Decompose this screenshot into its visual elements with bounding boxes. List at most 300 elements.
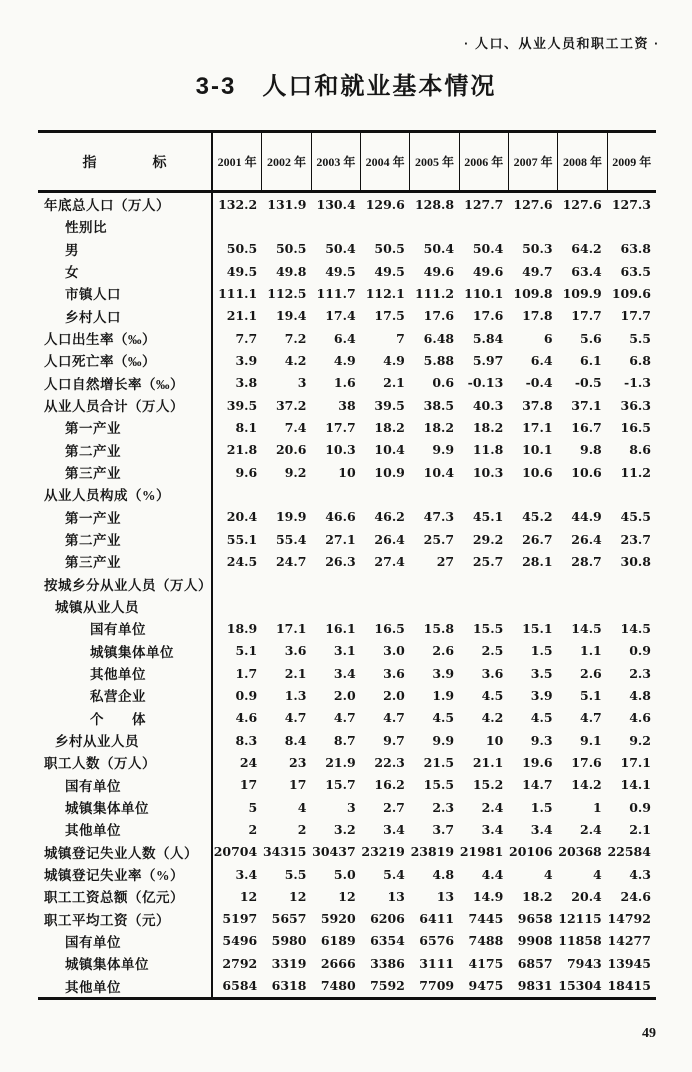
table-row <box>38 550 656 572</box>
cell-value: 2.5 <box>481 643 504 659</box>
row-label: 国有单位 <box>38 774 213 796</box>
row-label: 职工工资总额（亿元） <box>38 885 213 907</box>
cell-value: 55.1 <box>226 531 258 547</box>
cell-value: 14277 <box>607 933 651 949</box>
cell-value: 5197 <box>222 911 258 927</box>
cell-value: 5.0 <box>333 866 356 882</box>
cell-value: 10 <box>485 732 504 748</box>
cell-value: 6.48 <box>423 330 455 346</box>
cell-value: 50.5 <box>275 241 307 257</box>
cell-value: 38.5 <box>423 397 455 413</box>
cell-value: 49.6 <box>423 263 455 279</box>
cell-value: 26.4 <box>571 531 602 547</box>
cell-value: 14.9 <box>472 888 504 904</box>
cell-value: 7.4 <box>284 419 307 435</box>
cell-value: 12115 <box>558 911 602 927</box>
cell-value: 18415 <box>607 978 651 994</box>
cell-value: 49.5 <box>226 263 258 279</box>
cell-value: 4.7 <box>580 710 602 726</box>
cell-value: 6354 <box>370 933 405 949</box>
cell-value: 109.8 <box>513 285 553 301</box>
cell-value: 24 <box>239 754 258 770</box>
cell-value: 50.4 <box>472 241 504 257</box>
cell-value: 4.5 <box>530 710 553 726</box>
row-label: 市镇人口 <box>38 282 213 304</box>
cell-value: 18.9 <box>226 620 258 636</box>
table-row <box>38 372 656 394</box>
cell-value: 22.3 <box>374 754 405 770</box>
cell-value: 15.1 <box>522 620 553 636</box>
cell-value: 14.2 <box>571 777 602 793</box>
cell-value: 17.4 <box>325 308 356 324</box>
cell-value: 6189 <box>320 933 356 949</box>
cell-value: 14792 <box>607 911 651 927</box>
cell-value: 10.3 <box>472 464 504 480</box>
cell-value: 4.5 <box>481 687 504 703</box>
cell-value: 3.4 <box>235 866 258 882</box>
table-row <box>38 818 656 840</box>
cell-value: 6.1 <box>580 352 602 368</box>
cell-value: 21.8 <box>226 442 258 458</box>
cell-value: 14.5 <box>620 620 651 636</box>
cell-value: 1.3 <box>284 687 307 703</box>
year-header-cell: 2003 年 <box>311 133 360 190</box>
cell-value: 45.5 <box>620 509 651 525</box>
row-label: 城镇登记失业率（%） <box>38 863 213 885</box>
cell-value: 5.5 <box>629 330 651 346</box>
cell-value: 30437 <box>312 844 356 860</box>
cell-value: 13 <box>436 888 455 904</box>
cell-value: 23219 <box>361 844 405 860</box>
cell-value: 1 <box>593 799 602 815</box>
cell-value: 12 <box>239 888 258 904</box>
cell-value: 10.4 <box>423 464 455 480</box>
cell-value: 17.6 <box>472 308 504 324</box>
cell-value: 9658 <box>517 911 553 927</box>
table-row <box>38 260 656 282</box>
cell-value: 3.9 <box>432 665 455 681</box>
table-row <box>38 483 656 505</box>
cell-value: 15.5 <box>472 620 504 636</box>
cell-value: 3.4 <box>383 821 405 837</box>
row-label: 职工人数（万人） <box>38 751 213 773</box>
cell-value: 25.7 <box>472 553 504 569</box>
cell-value: 6411 <box>419 911 455 927</box>
table-row <box>38 952 656 974</box>
page-number: 49 <box>642 1026 656 1041</box>
cell-value: 24.5 <box>226 553 258 569</box>
cell-value: 5.4 <box>383 866 405 882</box>
year-header-cell: 2006 年 <box>459 133 508 190</box>
row-label: 第一产业 <box>38 416 213 438</box>
cell-value: 127.6 <box>513 196 553 212</box>
cell-value: 7943 <box>566 955 602 971</box>
table-row <box>38 974 656 996</box>
table-row <box>38 729 656 751</box>
cell-value: 132.2 <box>218 196 258 212</box>
cell-value: 10.4 <box>374 442 405 458</box>
cell-value: 50.5 <box>226 241 258 257</box>
cell-value: 21981 <box>459 844 504 860</box>
cell-value: 128.8 <box>414 196 455 212</box>
cell-value: 127.7 <box>464 196 504 212</box>
cell-value: 5.1 <box>580 687 602 703</box>
cell-value: 4.2 <box>284 352 307 368</box>
indicator-header-cell: 指 标 <box>38 133 213 190</box>
cell-value: 17.7 <box>620 308 651 324</box>
cell-value: 10.3 <box>325 442 356 458</box>
cell-value: 20106 <box>509 844 553 860</box>
row-label: 人口死亡率（‰） <box>38 349 213 371</box>
row-label: 城镇登记失业人数（人） <box>38 841 213 863</box>
table-row <box>38 215 656 237</box>
cell-value: -0.5 <box>574 375 602 391</box>
cell-value: 4.2 <box>481 710 504 726</box>
row-label: 第一产业 <box>38 506 213 528</box>
row-label: 第三产业 <box>38 461 213 483</box>
cell-value: 28.1 <box>522 553 553 569</box>
cell-value: 29.2 <box>472 531 504 547</box>
cell-value: 16.1 <box>325 620 356 636</box>
table-row <box>38 305 656 327</box>
cell-value: 8.7 <box>333 732 356 748</box>
cell-value: 63.5 <box>620 263 651 279</box>
row-label: 国有单位 <box>38 617 213 639</box>
cell-value: 45.2 <box>522 509 553 525</box>
cell-value: 1.9 <box>432 687 455 703</box>
cell-value: 50.5 <box>374 241 405 257</box>
cell-value: 13 <box>387 888 405 904</box>
table-row <box>38 439 656 461</box>
cell-value: 1.5 <box>530 643 553 659</box>
cell-value: 3.7 <box>432 821 455 837</box>
cell-value: 5.6 <box>580 330 602 346</box>
cell-value: 8.4 <box>284 732 307 748</box>
year-header-cell: 2002 年 <box>261 133 310 190</box>
cell-value: 49.6 <box>472 263 504 279</box>
cell-value: 17.7 <box>325 419 356 435</box>
table-row <box>38 461 656 483</box>
cell-value: 9.2 <box>284 464 307 480</box>
cell-value: 4 <box>543 866 553 882</box>
cell-value: 6.4 <box>333 330 356 346</box>
table-row <box>38 573 656 595</box>
row-label: 人口自然增长率（‰） <box>38 372 213 394</box>
cell-value: 2.3 <box>629 665 651 681</box>
cell-value: 28.7 <box>571 553 602 569</box>
cell-value: 9.8 <box>580 442 602 458</box>
table-row <box>38 327 656 349</box>
row-label: 其他单位 <box>38 662 213 684</box>
row-label: 乡村人口 <box>38 305 213 327</box>
cell-value: 39.5 <box>226 397 258 413</box>
cell-value: 5496 <box>222 933 258 949</box>
year-header-cell: 2005 年 <box>409 133 458 190</box>
cell-value: 10.1 <box>522 442 553 458</box>
cell-value: 27 <box>436 553 455 569</box>
page-title: 3-3 人口和就业基本情况 <box>195 73 497 100</box>
cell-value: 17.1 <box>275 620 307 636</box>
cell-value: 3.6 <box>481 665 504 681</box>
cell-value: 8.6 <box>629 442 651 458</box>
cell-value: -0.13 <box>467 375 504 391</box>
cell-value: 0.6 <box>432 375 455 391</box>
cell-value: 49.5 <box>325 263 356 279</box>
cell-value: 9831 <box>517 978 553 994</box>
cell-value: 129.6 <box>365 196 405 212</box>
cell-value: 15304 <box>558 978 602 994</box>
cell-value: 7.2 <box>284 330 307 346</box>
cell-value: -0.4 <box>525 375 553 391</box>
row-label: 第三产业 <box>38 550 213 572</box>
cell-value: 19.6 <box>522 754 553 770</box>
cell-value: 6.8 <box>629 352 651 368</box>
cell-value: 24.7 <box>275 553 307 569</box>
cell-value: 13945 <box>607 955 651 971</box>
cell-value: 18.2 <box>374 419 405 435</box>
cell-value: 4.7 <box>284 710 307 726</box>
cell-value: 6206 <box>370 911 405 927</box>
cell-value: 14.7 <box>522 777 553 793</box>
row-label: 第二产业 <box>38 528 213 550</box>
cell-value: 30.8 <box>620 553 651 569</box>
cell-value: 23819 <box>410 844 455 860</box>
table-row <box>38 193 656 215</box>
cell-value: 1.6 <box>333 375 356 391</box>
cell-value: 3.4 <box>333 665 356 681</box>
table-row <box>38 617 656 639</box>
row-label: 职工平均工资（元） <box>38 908 213 930</box>
row-label: 城镇从业人员 <box>38 595 213 617</box>
cell-value: 10.9 <box>374 464 405 480</box>
row-label: 城镇集体单位 <box>38 796 213 818</box>
cell-value: 16.5 <box>374 620 405 636</box>
cell-value: 3 <box>297 375 307 391</box>
cell-value: 2.1 <box>383 375 405 391</box>
cell-value: 7 <box>396 330 405 346</box>
cell-value: 16.5 <box>620 419 651 435</box>
cell-value: 49.7 <box>522 263 553 279</box>
cell-value: 4.7 <box>333 710 356 726</box>
cell-value: 3.8 <box>235 375 258 391</box>
cell-value: 5920 <box>320 911 356 927</box>
cell-value: 17 <box>239 777 258 793</box>
cell-value: 8.1 <box>235 419 258 435</box>
cell-value: 5980 <box>271 933 307 949</box>
year-header-cell: 2007 年 <box>508 133 557 190</box>
row-label: 性别比 <box>38 215 213 237</box>
cell-value: 7480 <box>320 978 356 994</box>
table-row <box>38 595 656 617</box>
cell-value: 19.9 <box>275 509 307 525</box>
row-label: 其他单位 <box>38 818 213 840</box>
cell-value: 9.9 <box>432 732 455 748</box>
cell-value: -1.3 <box>624 375 651 391</box>
cell-value: 2.1 <box>284 665 307 681</box>
row-label: 男 <box>38 238 213 260</box>
cell-value: 4.9 <box>383 352 405 368</box>
cell-value: 17.6 <box>423 308 455 324</box>
row-label: 从业人员构成（%） <box>38 483 213 505</box>
cell-value: 37.1 <box>571 397 602 413</box>
cell-value: 4.5 <box>432 710 455 726</box>
cell-value: 4.7 <box>383 710 405 726</box>
cell-value: 24.6 <box>620 888 651 904</box>
cell-value: 20.4 <box>571 888 602 904</box>
cell-value: 16.2 <box>374 777 405 793</box>
cell-value: 1.7 <box>235 665 258 681</box>
cell-value: 64.2 <box>571 241 602 257</box>
cell-value: 18.2 <box>472 419 504 435</box>
row-label: 私营企业 <box>38 684 213 706</box>
cell-value: 20704 <box>213 844 258 860</box>
cell-value: 40.3 <box>472 397 504 413</box>
row-label: 第二产业 <box>38 439 213 461</box>
table-header-row <box>38 133 656 193</box>
cell-value: 2 <box>248 821 258 837</box>
cell-value: 5.97 <box>472 352 504 368</box>
cell-value: 112.1 <box>365 285 405 301</box>
table-row <box>38 640 656 662</box>
cell-value: 37.8 <box>522 397 553 413</box>
cell-value: 3.9 <box>235 352 258 368</box>
cell-value: 4.6 <box>629 710 651 726</box>
cell-value: 6 <box>543 330 553 346</box>
cell-value: 10.6 <box>571 464 602 480</box>
table-row <box>38 774 656 796</box>
cell-value: 2792 <box>222 955 258 971</box>
cell-value: 22584 <box>607 844 651 860</box>
cell-value: 17.6 <box>571 754 602 770</box>
cell-value: 9908 <box>517 933 553 949</box>
cell-value: 5.5 <box>284 866 307 882</box>
cell-value: 1.1 <box>580 643 602 659</box>
cell-value: 63.4 <box>571 263 602 279</box>
cell-value: 17.1 <box>522 419 553 435</box>
running-head <box>464 33 660 52</box>
table-row <box>38 885 656 907</box>
row-label: 个 体 <box>38 707 213 729</box>
cell-value: 11.2 <box>620 464 651 480</box>
cell-value: 46.2 <box>374 509 405 525</box>
cell-value: 17.5 <box>374 308 405 324</box>
cell-value: 36.3 <box>620 397 651 413</box>
cell-value: 2.7 <box>383 799 405 815</box>
cell-value: 23.7 <box>620 531 651 547</box>
cell-value: 2.4 <box>481 799 504 815</box>
cell-value: 1.5 <box>530 799 553 815</box>
cell-value: 8.3 <box>235 732 258 748</box>
cell-value: 2.1 <box>629 821 651 837</box>
cell-value: 16.7 <box>571 419 602 435</box>
table-row <box>38 930 656 952</box>
cell-value: 25.7 <box>423 531 455 547</box>
cell-value: 131.9 <box>267 196 307 212</box>
cell-value: 130.4 <box>316 196 356 212</box>
cell-value: 3386 <box>370 955 405 971</box>
cell-value: 6318 <box>271 978 307 994</box>
cell-value: 21.1 <box>226 308 258 324</box>
cell-value: 10.6 <box>522 464 553 480</box>
cell-value: 9.7 <box>383 732 405 748</box>
cell-value: 26.7 <box>522 531 553 547</box>
cell-value: 49.8 <box>275 263 307 279</box>
cell-value: 9475 <box>468 978 504 994</box>
cell-value: 6857 <box>517 955 553 971</box>
cell-value: 10 <box>338 464 356 480</box>
cell-value: 2.6 <box>580 665 602 681</box>
cell-value: 34315 <box>262 844 307 860</box>
cell-value: 21.9 <box>325 754 356 770</box>
cell-value: 39.5 <box>374 397 405 413</box>
indicator-table-body <box>38 193 656 997</box>
table-row <box>38 684 656 706</box>
table-row <box>38 707 656 729</box>
cell-value: 5657 <box>271 911 307 927</box>
cell-value: 3.4 <box>530 821 553 837</box>
cell-value: 37.2 <box>275 397 307 413</box>
table-row <box>38 506 656 528</box>
cell-value: 7445 <box>468 911 504 927</box>
cell-value: 3.5 <box>530 665 553 681</box>
cell-value: 9.9 <box>432 442 455 458</box>
cell-value: 109.6 <box>611 285 651 301</box>
table-row <box>38 662 656 684</box>
cell-value: 44.9 <box>571 509 602 525</box>
year-header-cell: 2001 年 <box>217 155 257 169</box>
cell-value: 15.2 <box>472 777 504 793</box>
year-header-cell: 2009 年 <box>607 133 656 190</box>
cell-value: 4.9 <box>333 352 356 368</box>
cell-value: 15.7 <box>325 777 356 793</box>
cell-value: 3.6 <box>284 643 307 659</box>
cell-value: 2666 <box>320 955 356 971</box>
row-label: 国有单位 <box>38 930 213 952</box>
cell-value: 6576 <box>419 933 455 949</box>
table-row <box>38 349 656 371</box>
cell-value: 45.1 <box>472 509 504 525</box>
cell-value: 7.7 <box>235 330 258 346</box>
year-header-cell: 2004 年 <box>360 133 409 190</box>
table-row <box>38 416 656 438</box>
cell-value: 111.7 <box>316 285 356 301</box>
cell-value: 27.4 <box>374 553 405 569</box>
row-label: 按城乡分从业人员（万人） <box>38 573 213 595</box>
cell-value: 4.8 <box>629 687 651 703</box>
cell-value: 9.1 <box>580 732 602 748</box>
cell-value: 14.1 <box>620 777 651 793</box>
cell-value: 4.6 <box>235 710 258 726</box>
cell-value: 18.2 <box>522 888 553 904</box>
row-label: 女 <box>38 260 213 282</box>
cell-value: 5.1 <box>235 643 258 659</box>
cell-value: 3.4 <box>481 821 504 837</box>
cell-value: 26.4 <box>374 531 405 547</box>
cell-value: 11858 <box>558 933 602 949</box>
cell-value: 111.1 <box>218 285 258 301</box>
cell-value: 20.4 <box>226 509 258 525</box>
cell-value: 7488 <box>468 933 504 949</box>
cell-value: 3319 <box>271 955 307 971</box>
running-head-text: · 人口、从业人员和职工工资 · <box>464 36 660 51</box>
cell-value: 4175 <box>468 955 504 971</box>
row-label: 其他单位 <box>38 974 213 996</box>
cell-value: 2.0 <box>333 687 356 703</box>
cell-value: 6584 <box>222 978 258 994</box>
cell-value: 55.4 <box>275 531 307 547</box>
cell-value: 3.9 <box>530 687 553 703</box>
cell-value: 5.88 <box>423 352 455 368</box>
